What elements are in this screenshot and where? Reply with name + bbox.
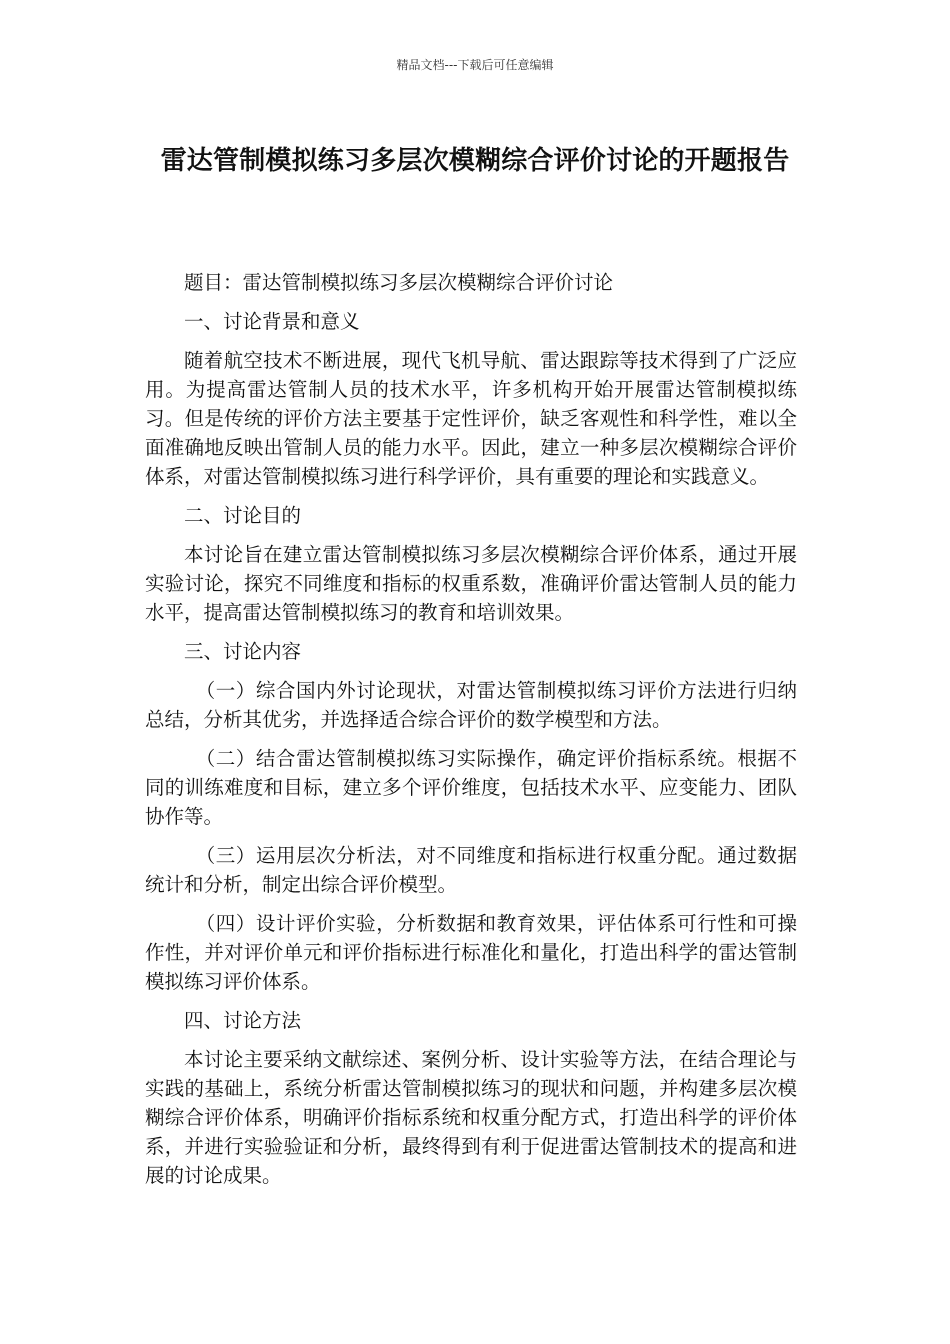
content-item-4: （四）设计评价实验，分析数据和教育效果，评估体系可行性和可操作性，并对评价单元和评价指标进行标准化和量化，打造出科学的雷达管制模拟练习评价体系。 bbox=[145, 912, 797, 993]
content-item-2: （二）结合雷达管制模拟练习实际操作，确定评价指标系统。根据不同的训练难度和目标，建立多个评价维度，包括技术水平、应变能力、团队协作等。 bbox=[145, 747, 797, 828]
section-heading-method: 四、讨论方法 bbox=[184, 1009, 302, 1032]
page-header-watermark: 精品文档---下载后可任意编辑 bbox=[396, 58, 554, 72]
section-body-background: 随着航空技术不断进展，现代飞机导航、雷达跟踪等技术得到了广泛应用。为提高雷达管制人员的技术水平，许多机构开始开展雷达管制模拟练习。但是传统的评价方法主要基于定性评价，缺乏客观性和科学性，难以全面准确地反映出管制人员的能力水平。因此，建立一种多层次模糊综合评价体系，对雷达管制模拟练习进行科学评价，具有重要的理论和实践意义。 bbox=[145, 349, 797, 488]
section-body-method: 本讨论主要采纳文献综述、案例分析、设计实验等方法，在结合理论与实践的基础上，系统分析雷达管制模拟练习的现状和问题，并构建多层次模糊综合评价体系，明确评价指标系统和权重分配方式，打造出科学的评价体系，并进行实验验证和分析，最终得到有利于促进雷达管制技术的提高和进展的讨论成果。 bbox=[145, 1048, 797, 1187]
content-item-1: （一）综合国内外讨论现状，对雷达管制模拟练习评价方法进行归纳总结，分析其优劣，并选择适合综合评价的数学模型和方法。 bbox=[145, 679, 797, 731]
section-heading-purpose: 二、讨论目的 bbox=[184, 504, 302, 527]
subject-line: 题目：雷达管制模拟练习多层次模糊综合评价讨论 bbox=[184, 271, 614, 294]
section-heading-content: 三、讨论内容 bbox=[184, 640, 302, 663]
section-body-purpose: 本讨论旨在建立雷达管制模拟练习多层次模糊综合评价体系，通过开展实验讨论，探究不同维度和指标的权重系数，准确评价雷达管制人员的能力水平，提高雷达管制模拟练习的教育和培训效果。 bbox=[145, 543, 797, 624]
document-title: 雷达管制模拟练习多层次模糊综合评价讨论的开题报告 bbox=[160, 146, 790, 176]
section-heading-background: 一、讨论背景和意义 bbox=[184, 310, 360, 333]
document-body bbox=[145, 268, 797, 1190]
content-item-3: （三）运用层次分析法，对不同维度和指标进行权重分配。通过数据统计和分析，制定出综合评价模型。 bbox=[145, 844, 797, 896]
